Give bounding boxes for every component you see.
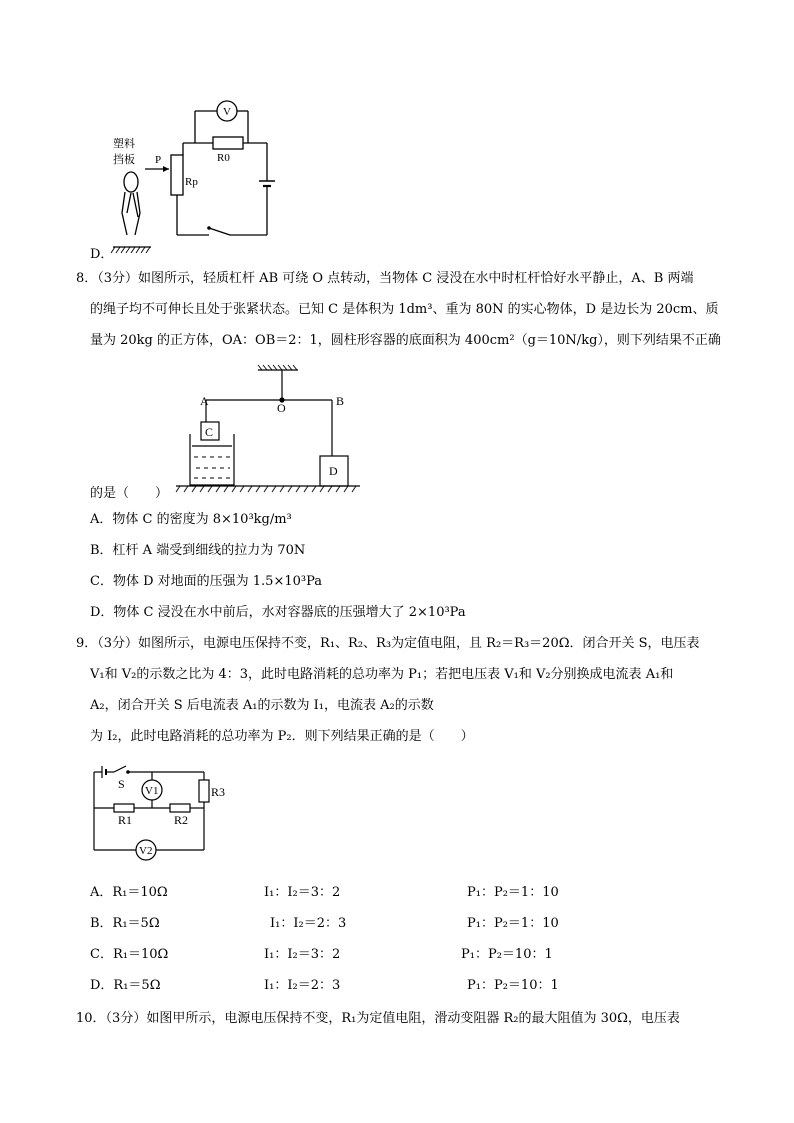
board-label-2: 挡板: [113, 154, 135, 166]
q9-option-c-r: C．R₁＝10Ω: [90, 947, 169, 962]
q9-option-a-p: P₁：P₂＝1：10: [467, 885, 559, 900]
q8-stem-line-3: 量为 20kg 的正方体，OA：OB＝2：1，圆柱形容器的底面积为 400cm²（g＝10N/kg），则下列结果不正确: [90, 333, 721, 348]
q7-option-d: D．: [90, 247, 114, 262]
q9-option-c-p: P₁：P₂＝10：1: [461, 947, 553, 962]
v2-label: V2: [139, 845, 153, 857]
q9-option-d-r: D．R₁＝5Ω: [90, 978, 161, 993]
r3-label: R3: [211, 785, 226, 799]
r2-label: R2: [174, 813, 189, 827]
q10-stem-line-1: 10．（3分）如图甲所示，电源电压保持不变，R₁为定值电阻，滑动变阻器 R₂的最大阻值为 30Ω，电压表: [76, 1011, 680, 1026]
q8-stem-line-1: 8．（3分）如图所示，轻质杠杆 AB 可绕 O 点转动，当物体 C 浸没在水中时杠杆恰好水平静止，A、B 两端: [76, 271, 694, 286]
q9-option-a-r: A．R₁＝10Ω: [90, 885, 168, 900]
point-a-label: A: [200, 394, 209, 408]
q9-option-d-i: I₁：I₂＝2：3: [264, 978, 341, 993]
q9-stem-line-1: 9．（3分）如图所示，电源电压保持不变，R₁、R₂、R₃为定值电阻，且 R₂＝R₃＝20Ω．闭合开关 S，电压表: [76, 636, 700, 651]
q8-option-d: D．物体 C 浸没在水中前后，水对容器底的压强增大了 2×10³Pa: [90, 605, 466, 620]
object-d-label: D: [329, 464, 338, 478]
q8-stem-line-4: 的是（ ）: [90, 486, 169, 501]
q9-option-b-i: I₁：I₂＝2：3: [270, 916, 347, 931]
q9-option-c-i: I₁：I₂＝3：2: [264, 947, 341, 962]
point-b-label: B: [336, 394, 345, 408]
q9-option-b-r: B．R₁＝5Ω: [90, 916, 160, 931]
board-label-1: 塑料: [113, 138, 135, 150]
q8-stem-line-2: 的绳子均不可伸长且处于张紧状态。已知 C 是体积为 1dm³、重为 80N 的实心物体，D 是边长为 20cm、质: [90, 302, 719, 317]
q9-circuit-figure: [92, 762, 232, 866]
q9-stem-line-3: A₂，闭合开关 S 后电流表 A₁的示数为 I₁，电流表 A₂的示数: [90, 698, 434, 713]
q8-option-c: C．物体 D 对地面的压强为 1.5×10³Pa: [90, 574, 323, 589]
rp-label: Rp: [185, 176, 198, 188]
q9-option-d-p: P₁：P₂＝10：1: [467, 978, 559, 993]
v1-label: V1: [145, 785, 159, 797]
q9-option-a-i: I₁：I₂＝3：2: [264, 885, 341, 900]
r0-label: R0: [217, 152, 230, 164]
q8-option-b: B．杠杆 A 端受到细线的拉力为 70N: [90, 543, 306, 558]
q8-option-a: A．物体 C 的密度为 8×10³kg/m³: [90, 512, 292, 527]
r1-label: R1: [118, 813, 133, 827]
q7-circuit-figure: [105, 95, 285, 255]
q9-stem-line-4: 为 I₂，此时电路消耗的总功率为 P₂．则下列结果正确的是（ ）: [90, 729, 474, 744]
p-label: P: [155, 154, 162, 166]
point-o-label: O: [277, 401, 286, 415]
q9-stem-line-2: V₁和 V₂的示数之比为 4：3，此时电路消耗的总功率为 P₁；若把电压表 V₁和 V₂分别换成电流表 A₁和: [90, 667, 674, 682]
q8-lever-figure: [170, 362, 360, 497]
switch-label: S: [118, 777, 125, 791]
voltmeter-label: V: [223, 106, 231, 118]
object-c-label: C: [205, 425, 214, 439]
q9-option-b-p: P₁：P₂＝1：10: [467, 916, 559, 931]
